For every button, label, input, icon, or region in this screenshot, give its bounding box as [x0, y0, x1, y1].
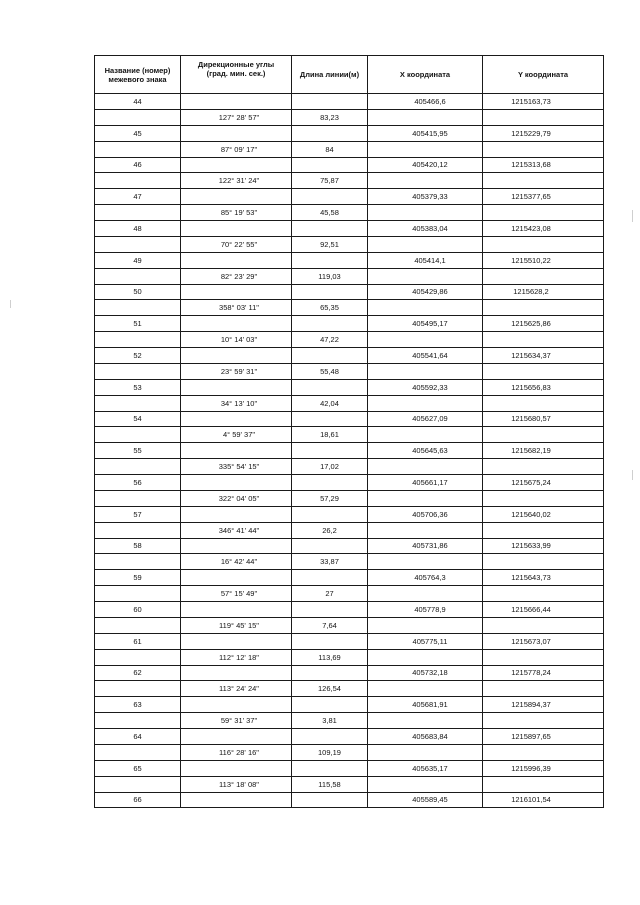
empty-cell [95, 268, 181, 284]
x-coordinate-cell: 405415,95 [368, 125, 483, 141]
point-name-cell: 62 [95, 665, 181, 681]
header-line-length: Длина линии(м) [292, 56, 368, 94]
y-coordinate-cell: 1215675,24 [483, 475, 604, 491]
empty-cell [181, 665, 292, 681]
empty-cell [292, 602, 368, 618]
x-coordinate-cell: 405732,18 [368, 665, 483, 681]
empty-cell [483, 236, 604, 252]
line-length-cell: 45,58 [292, 205, 368, 221]
empty-cell [292, 284, 368, 300]
empty-cell [95, 173, 181, 189]
line-length-cell: 113,69 [292, 649, 368, 665]
y-coordinate-cell: 1215628,2 [483, 284, 604, 300]
empty-cell [483, 268, 604, 284]
direction-angle-cell: 346° 41' 44" [181, 522, 292, 538]
x-coordinate-cell: 405420,12 [368, 157, 483, 173]
point-row [95, 316, 604, 332]
empty-cell [292, 252, 368, 268]
empty-cell [95, 109, 181, 125]
segment-row [95, 427, 604, 443]
empty-cell [181, 443, 292, 459]
empty-cell [181, 792, 292, 808]
segment-row [95, 459, 604, 475]
empty-cell [292, 697, 368, 713]
x-coordinate-cell: 405589,45 [368, 792, 483, 808]
empty-cell [181, 189, 292, 205]
direction-angle-cell: 82° 23' 29" [181, 268, 292, 284]
segment-row [95, 109, 604, 125]
point-row [95, 475, 604, 491]
empty-cell [292, 157, 368, 173]
direction-angle-cell: 127° 28' 57" [181, 109, 292, 125]
segment-row [95, 649, 604, 665]
empty-cell [181, 379, 292, 395]
empty-cell [368, 459, 483, 475]
direction-angle-cell: 116° 28' 16" [181, 744, 292, 760]
empty-cell [483, 300, 604, 316]
empty-cell [292, 570, 368, 586]
point-name-cell: 56 [95, 475, 181, 491]
empty-cell [368, 300, 483, 316]
point-name-cell: 49 [95, 252, 181, 268]
line-length-cell: 126,54 [292, 681, 368, 697]
empty-cell [181, 316, 292, 332]
point-name-cell: 46 [95, 157, 181, 173]
header-y-coordinate: Y координата [483, 56, 604, 94]
point-row [95, 760, 604, 776]
empty-cell [95, 490, 181, 506]
point-row [95, 633, 604, 649]
direction-angle-cell: 59° 31' 37" [181, 713, 292, 729]
empty-cell [181, 475, 292, 491]
empty-cell [95, 681, 181, 697]
header-direction-angle [181, 56, 292, 94]
empty-cell [483, 649, 604, 665]
empty-cell [368, 617, 483, 633]
line-length-cell: 109,19 [292, 744, 368, 760]
direction-angle-cell: 358° 03' 11" [181, 300, 292, 316]
x-coordinate-cell: 405414,1 [368, 252, 483, 268]
point-name-cell: 50 [95, 284, 181, 300]
point-name-cell: 47 [95, 189, 181, 205]
point-row [95, 284, 604, 300]
direction-angle-cell: 322° 04' 05" [181, 490, 292, 506]
segment-row [95, 173, 604, 189]
y-coordinate-cell: 1215897,65 [483, 729, 604, 745]
direction-angle-cell: 10° 14' 03" [181, 332, 292, 348]
line-length-cell: 47,22 [292, 332, 368, 348]
point-row [95, 665, 604, 681]
empty-cell [292, 665, 368, 681]
direction-angle-cell: 112° 12' 18" [181, 649, 292, 665]
x-coordinate-cell: 405592,33 [368, 379, 483, 395]
empty-cell [483, 363, 604, 379]
direction-angle-cell: 119° 45' 15" [181, 617, 292, 633]
x-coordinate-cell: 405635,17 [368, 760, 483, 776]
point-name-cell: 44 [95, 94, 181, 110]
y-coordinate-cell: 1215229,79 [483, 125, 604, 141]
point-name-cell: 52 [95, 348, 181, 364]
y-coordinate-cell: 1215510,22 [483, 252, 604, 268]
y-coordinate-cell: 1215894,37 [483, 697, 604, 713]
point-name-cell: 64 [95, 729, 181, 745]
point-row [95, 379, 604, 395]
direction-angle-cell: 34° 13' 10" [181, 395, 292, 411]
empty-cell [95, 586, 181, 602]
direction-angle-cell: 122° 31' 24" [181, 173, 292, 189]
y-coordinate-cell: 1215778,24 [483, 665, 604, 681]
empty-cell [368, 522, 483, 538]
empty-cell [292, 348, 368, 364]
x-coordinate-cell: 405681,91 [368, 697, 483, 713]
y-coordinate-cell: 1215163,73 [483, 94, 604, 110]
empty-cell [368, 586, 483, 602]
segment-row [95, 236, 604, 252]
empty-cell [95, 459, 181, 475]
empty-cell [483, 776, 604, 792]
line-length-cell: 18,61 [292, 427, 368, 443]
direction-angle-cell: 57° 15' 49" [181, 586, 292, 602]
empty-cell [483, 205, 604, 221]
empty-cell [95, 363, 181, 379]
segment-row [95, 141, 604, 157]
empty-cell [292, 475, 368, 491]
line-length-cell: 26,2 [292, 522, 368, 538]
empty-cell [368, 713, 483, 729]
direction-angle-cell: 87° 09' 17" [181, 141, 292, 157]
empty-cell [181, 633, 292, 649]
point-name-cell: 60 [95, 602, 181, 618]
empty-cell [95, 554, 181, 570]
empty-cell [181, 760, 292, 776]
empty-cell [483, 109, 604, 125]
empty-cell [181, 157, 292, 173]
point-name-cell: 48 [95, 221, 181, 237]
empty-cell [368, 554, 483, 570]
x-coordinate-cell: 405541,64 [368, 348, 483, 364]
segment-row [95, 586, 604, 602]
empty-cell [181, 506, 292, 522]
empty-cell [292, 729, 368, 745]
segment-row [95, 744, 604, 760]
empty-cell [368, 109, 483, 125]
empty-cell [181, 125, 292, 141]
empty-cell [483, 490, 604, 506]
point-name-cell: 57 [95, 506, 181, 522]
line-length-cell: 27 [292, 586, 368, 602]
empty-cell [292, 633, 368, 649]
empty-cell [368, 268, 483, 284]
empty-cell [95, 300, 181, 316]
x-coordinate-cell: 405466,6 [368, 94, 483, 110]
empty-cell [368, 490, 483, 506]
empty-cell [181, 252, 292, 268]
point-name-cell: 58 [95, 538, 181, 554]
empty-cell [95, 427, 181, 443]
segment-row [95, 205, 604, 221]
segment-row [95, 522, 604, 538]
header-x-coordinate: X координата [368, 56, 483, 94]
empty-cell [292, 411, 368, 427]
empty-cell [181, 221, 292, 237]
y-coordinate-cell: 1215643,73 [483, 570, 604, 586]
point-row [95, 125, 604, 141]
empty-cell [292, 506, 368, 522]
empty-cell [483, 586, 604, 602]
point-row [95, 443, 604, 459]
empty-cell [368, 363, 483, 379]
empty-cell [95, 649, 181, 665]
x-coordinate-cell: 405764,3 [368, 570, 483, 586]
line-length-cell: 57,29 [292, 490, 368, 506]
empty-cell [368, 776, 483, 792]
line-length-cell: 7,64 [292, 617, 368, 633]
point-row [95, 506, 604, 522]
empty-cell [181, 729, 292, 745]
empty-cell [292, 443, 368, 459]
empty-cell [292, 538, 368, 554]
segment-row [95, 363, 604, 379]
empty-cell [181, 411, 292, 427]
point-row [95, 348, 604, 364]
empty-cell [368, 681, 483, 697]
point-name-cell: 59 [95, 570, 181, 586]
x-coordinate-cell: 405379,33 [368, 189, 483, 205]
header-point-name-line1: Название (номер) [104, 65, 171, 75]
empty-cell [181, 602, 292, 618]
empty-cell [483, 395, 604, 411]
empty-cell [292, 125, 368, 141]
x-coordinate-cell: 405778,9 [368, 602, 483, 618]
point-name-cell: 61 [95, 633, 181, 649]
point-row [95, 252, 604, 268]
y-coordinate-cell: 1215666,44 [483, 602, 604, 618]
empty-cell [181, 697, 292, 713]
empty-cell [181, 284, 292, 300]
point-row [95, 602, 604, 618]
point-name-cell: 54 [95, 411, 181, 427]
empty-cell [181, 348, 292, 364]
table-header-row [95, 56, 604, 94]
boundary-coordinates-table [94, 55, 604, 808]
header-point-name-line2: межевого знака [108, 74, 167, 84]
segment-row [95, 713, 604, 729]
empty-cell [95, 617, 181, 633]
x-coordinate-cell: 405683,84 [368, 729, 483, 745]
line-length-cell: 17,02 [292, 459, 368, 475]
y-coordinate-cell: 1216101,54 [483, 792, 604, 808]
empty-cell [95, 744, 181, 760]
point-row [95, 792, 604, 808]
empty-cell [483, 459, 604, 475]
direction-angle-cell: 16° 42' 44" [181, 554, 292, 570]
y-coordinate-cell: 1215680,57 [483, 411, 604, 427]
empty-cell [368, 141, 483, 157]
point-name-cell: 55 [95, 443, 181, 459]
empty-cell [483, 713, 604, 729]
empty-cell [95, 522, 181, 538]
empty-cell [292, 94, 368, 110]
line-length-cell: 33,87 [292, 554, 368, 570]
segment-row [95, 617, 604, 633]
line-length-cell: 55,48 [292, 363, 368, 379]
empty-cell [95, 205, 181, 221]
y-coordinate-cell: 1215996,39 [483, 760, 604, 776]
point-row [95, 570, 604, 586]
empty-cell [368, 744, 483, 760]
table-body [95, 94, 604, 808]
line-length-cell: 75,87 [292, 173, 368, 189]
line-length-cell: 3,81 [292, 713, 368, 729]
segment-row [95, 395, 604, 411]
segment-row [95, 681, 604, 697]
empty-cell [483, 744, 604, 760]
empty-cell [292, 189, 368, 205]
line-length-cell: 84 [292, 141, 368, 157]
segment-row [95, 300, 604, 316]
header-direction-angle-line2: (град. мин. сек.) [206, 69, 266, 78]
point-row [95, 697, 604, 713]
y-coordinate-cell: 1215377,65 [483, 189, 604, 205]
empty-cell [181, 570, 292, 586]
line-length-cell: 83,23 [292, 109, 368, 125]
scan-margin-mark [632, 210, 633, 222]
empty-cell [181, 94, 292, 110]
x-coordinate-cell: 405495,17 [368, 316, 483, 332]
point-row [95, 729, 604, 745]
x-coordinate-cell: 405383,04 [368, 221, 483, 237]
y-coordinate-cell: 1215633,99 [483, 538, 604, 554]
empty-cell [483, 681, 604, 697]
empty-cell [368, 395, 483, 411]
empty-cell [368, 427, 483, 443]
x-coordinate-cell: 405661,17 [368, 475, 483, 491]
line-length-cell: 119,03 [292, 268, 368, 284]
point-row [95, 94, 604, 110]
header-point-name [95, 56, 181, 94]
point-row [95, 411, 604, 427]
point-name-cell: 51 [95, 316, 181, 332]
y-coordinate-cell: 1215313,68 [483, 157, 604, 173]
point-row [95, 189, 604, 205]
empty-cell [368, 205, 483, 221]
direction-angle-cell: 335° 54' 15" [181, 459, 292, 475]
line-length-cell: 65,35 [292, 300, 368, 316]
empty-cell [368, 649, 483, 665]
empty-cell [483, 427, 604, 443]
segment-row [95, 554, 604, 570]
point-row [95, 538, 604, 554]
empty-cell [483, 522, 604, 538]
y-coordinate-cell: 1215673,07 [483, 633, 604, 649]
empty-cell [483, 617, 604, 633]
segment-row [95, 268, 604, 284]
line-length-cell: 42,04 [292, 395, 368, 411]
line-length-cell: 115,58 [292, 776, 368, 792]
direction-angle-cell: 4° 59' 37" [181, 427, 292, 443]
empty-cell [483, 554, 604, 570]
direction-angle-cell: 113° 18' 08" [181, 776, 292, 792]
empty-cell [292, 760, 368, 776]
point-name-cell: 65 [95, 760, 181, 776]
empty-cell [95, 332, 181, 348]
direction-angle-cell: 23° 59' 31" [181, 363, 292, 379]
scan-margin-mark [632, 470, 633, 480]
point-row [95, 157, 604, 173]
header-direction-angle-line1: Дирекционные углы [197, 60, 275, 69]
x-coordinate-cell: 405627,09 [368, 411, 483, 427]
empty-cell [95, 776, 181, 792]
empty-cell [95, 713, 181, 729]
point-name-cell: 63 [95, 697, 181, 713]
empty-cell [292, 792, 368, 808]
y-coordinate-cell: 1215682,19 [483, 443, 604, 459]
point-name-cell: 53 [95, 379, 181, 395]
line-length-cell: 92,51 [292, 236, 368, 252]
empty-cell [292, 221, 368, 237]
x-coordinate-cell: 405775,11 [368, 633, 483, 649]
y-coordinate-cell: 1215640,02 [483, 506, 604, 522]
x-coordinate-cell: 405645,63 [368, 443, 483, 459]
direction-angle-cell: 70° 22' 55" [181, 236, 292, 252]
y-coordinate-cell: 1215625,86 [483, 316, 604, 332]
point-name-cell: 66 [95, 792, 181, 808]
empty-cell [483, 173, 604, 189]
empty-cell [368, 173, 483, 189]
empty-cell [181, 538, 292, 554]
scan-margin-mark [10, 300, 11, 308]
y-coordinate-cell: 1215634,37 [483, 348, 604, 364]
empty-cell [95, 236, 181, 252]
point-row [95, 221, 604, 237]
x-coordinate-cell: 405706,36 [368, 506, 483, 522]
segment-row [95, 490, 604, 506]
empty-cell [292, 316, 368, 332]
empty-cell [368, 236, 483, 252]
x-coordinate-cell: 405731,86 [368, 538, 483, 554]
point-name-cell: 45 [95, 125, 181, 141]
empty-cell [95, 395, 181, 411]
y-coordinate-cell: 1215423,08 [483, 221, 604, 237]
segment-row [95, 332, 604, 348]
empty-cell [483, 141, 604, 157]
empty-cell [483, 332, 604, 348]
x-coordinate-cell: 405429,86 [368, 284, 483, 300]
segment-row [95, 776, 604, 792]
empty-cell [292, 379, 368, 395]
empty-cell [95, 141, 181, 157]
empty-cell [368, 332, 483, 348]
direction-angle-cell: 85° 19' 53" [181, 205, 292, 221]
y-coordinate-cell: 1215656,83 [483, 379, 604, 395]
direction-angle-cell: 113° 24' 24" [181, 681, 292, 697]
